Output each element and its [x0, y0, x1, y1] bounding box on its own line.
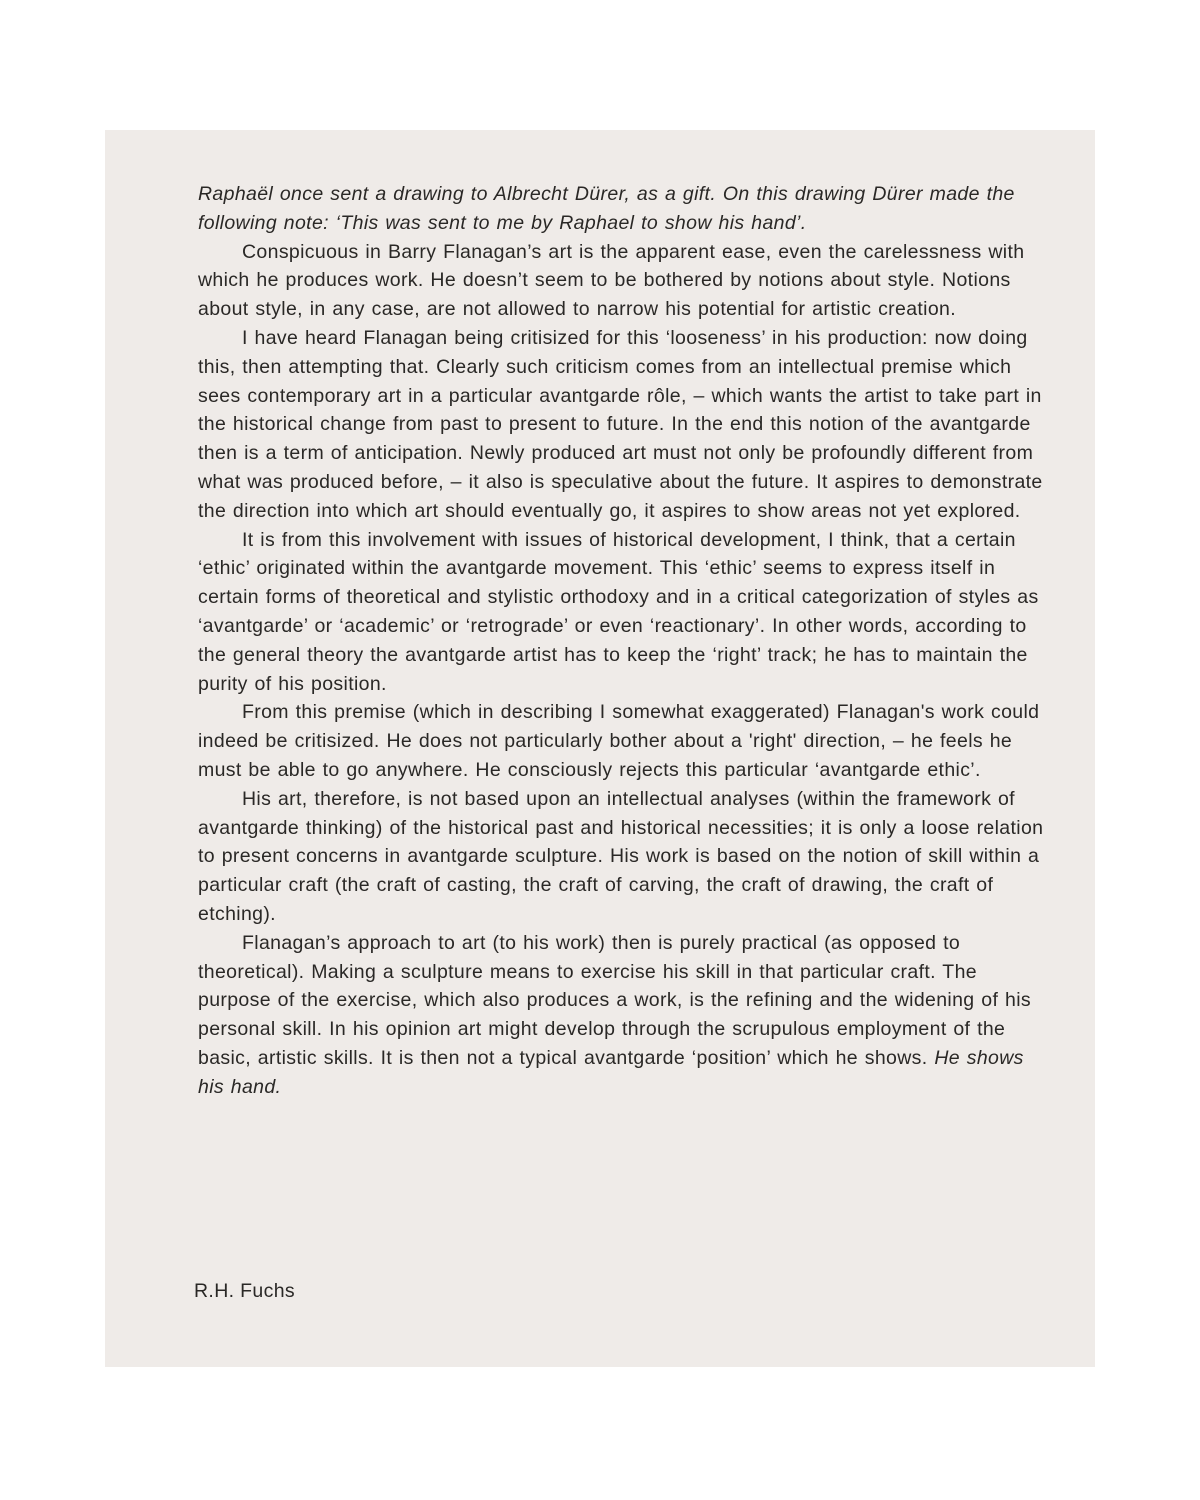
paragraph-4: From this premise (which in describing I somewhat exaggerated) Flanagan's work could indeed be critisized. He does not particularly bother about a 'right' direction, – he feels he must be able to go anywhere. He consciously rejects this particular ‘avantgarde ethic’.	[198, 701, 1040, 781]
author-signature: R.H. Fuchs	[194, 1280, 296, 1302]
paragraph-6	[198, 929, 1048, 1102]
paragraph-1: Conspicuous in Barry Flanagan’s art is the apparent ease, even the carelessness with which he produces work. He doesn’t seem to be bothered by notions about style. Notions about style, in any case, are not allowed to narrow his potential for artistic creation.	[198, 240, 1025, 321]
closing-emphasis: He shows his hand.	[198, 1046, 1024, 1098]
essay-body	[198, 180, 1048, 1102]
paragraph-6-text: Flanagan’s approach to art (to his work) then is purely practical (as opposed to theoretical). Making a sculpture means to exercise his skill in that particular craft. The purpose of the exercise, which also produces a work, is the refining and the widening of his personal skill. In his opinion art might develop through the scrupulous employment of the basic, artistic skills. It is then not a typical avantgarde ‘position’ which he shows.	[198, 931, 1031, 1069]
document-page	[105, 130, 1095, 1367]
paragraph-3: It is from this involvement with issues of historical development, I think, that a certain ‘ethic’ originated within the avantgarde movement. This ‘ethic’ seems to express itself in certain forms of theoretical and stylistic orthodoxy and in a critical categorization of styles as ‘avantgarde’ or ‘academic’ or ‘retrograde’ or even ‘reactionary’. In other words, according to the general theory the avantgarde artist has to keep the ‘right’ track; he has to maintain the purity of his position.	[198, 528, 1039, 695]
epigraph: Raphaël once sent a drawing to Albrecht Dürer, as a gift. On this drawing Dürer made the following note: ‘This was sent to me by Raphael to show his hand’.	[198, 183, 1015, 234]
paragraph-2: I have heard Flanagan being critisized for this ‘looseness’ in his production: now doing this, then attempting that. Clearly such criticism comes from an intellectual premise which sees contemporary art in a particular avantgarde rôle, – which wants the artist to take part in the historical change from past to present to future. In the end this notion of the avantgarde then is a term of anticipation. Newly produced art must not only be profoundly different from what was produced before, – it also is speculative about the future. It aspires to demonstrate the direction into which art should eventually go, it aspires to show areas not yet explored.	[198, 326, 1043, 522]
paragraph-5: His art, therefore, is not based upon an intellectual analyses (within the framework of avantgarde thinking) of the historical past and historical necessities; it is only a loose relation to present concerns in avantgarde sculpture. His work is based on the notion of skill within a particular craft (the craft of casting, the craft of carving, the craft of drawing, the craft of etching).	[198, 787, 1044, 925]
